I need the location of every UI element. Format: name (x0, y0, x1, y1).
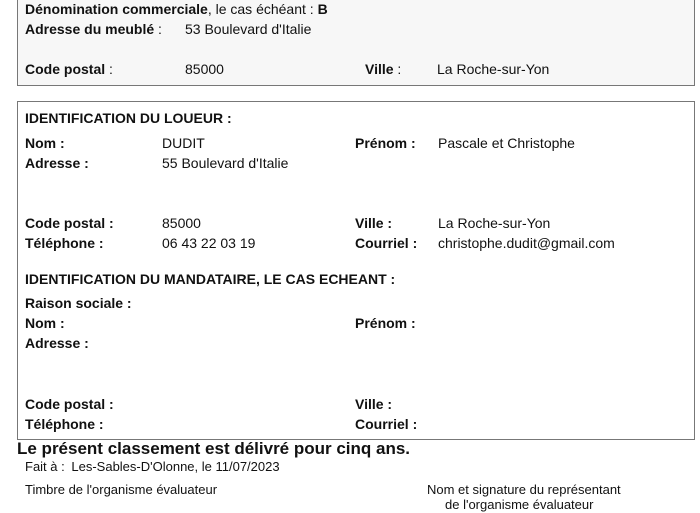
agent-address-label: Adresse : (25, 335, 89, 351)
trade-name-value: B (317, 1, 328, 17)
landlord-last-name-label: Nom : (25, 135, 65, 151)
postal-code-value: 85000 (185, 61, 224, 77)
address-colon: : (154, 21, 162, 37)
landlord-phone-label: Téléphone : (25, 235, 104, 251)
made-at-line (25, 459, 280, 475)
landlord-first-name-value: Pascale et Christophe (438, 135, 575, 151)
validity-statement: Le présent classement est délivré pour cinq ans. (17, 439, 411, 458)
landlord-city-value: La Roche-sur-Yon (438, 215, 551, 231)
landlord-postal-code-value: 85000 (162, 215, 201, 231)
agent-company-label: Raison sociale : (25, 295, 132, 311)
landlord-first-name-label: Prénom : (355, 135, 416, 151)
agent-email-label: Courriel : (355, 416, 418, 432)
landlord-phone-value: 06 43 22 03 19 (162, 235, 256, 251)
trade-name-line (25, 1, 328, 17)
agent-postal-code-label: Code postal : (25, 396, 114, 412)
city-label-line (365, 61, 401, 77)
landlord-heading: IDENTIFICATION DU LOUEUR : (25, 110, 232, 126)
city-label: Ville (365, 61, 394, 77)
landlord-address-label: Adresse : (25, 155, 89, 171)
accommodation-section (17, 0, 695, 86)
landlord-last-name-value: DUDIT (162, 135, 205, 151)
postal-code-label: Code postal (25, 61, 106, 77)
city-value: La Roche-sur-Yon (437, 61, 550, 77)
trade-name-label: Dénomination commerciale (25, 1, 208, 17)
landlord-email-value: christophe.dudit@gmail.com (438, 235, 615, 251)
postal-code-label-line (25, 61, 113, 77)
address-value: 53 Boulevard d'Italie (185, 21, 312, 37)
agent-heading: IDENTIFICATION DU MANDATAIRE, LE CAS ECHEANT : (25, 271, 396, 287)
landlord-address-value: 55 Boulevard d'Italie (162, 155, 289, 171)
city-colon: : (393, 61, 402, 77)
made-at-label: Fait à : (25, 459, 65, 474)
address-label-line (25, 21, 162, 37)
signature-label: Nom et signature du représentant (427, 482, 621, 497)
stamp-label: Timbre de l'organisme évaluateur (25, 482, 218, 497)
landlord-email-label: Courriel : (355, 235, 418, 251)
identification-section (17, 101, 695, 440)
postal-code-colon: : (105, 61, 113, 77)
landlord-city-label: Ville : (355, 215, 393, 231)
agent-city-label: Ville : (355, 396, 393, 412)
agent-last-name-label: Nom : (25, 315, 65, 331)
signature-label-continued: de l'organisme évaluateur (445, 497, 594, 512)
landlord-postal-code-label: Code postal : (25, 215, 114, 231)
made-at-value: Les-Sables-D'Olonne, le 11/07/2023 (71, 459, 280, 474)
trade-name-suffix: , le cas échéant : (207, 1, 318, 17)
address-label: Adresse du meublé (25, 21, 155, 37)
agent-phone-label: Téléphone : (25, 416, 104, 432)
agent-first-name-label: Prénom : (355, 315, 416, 331)
